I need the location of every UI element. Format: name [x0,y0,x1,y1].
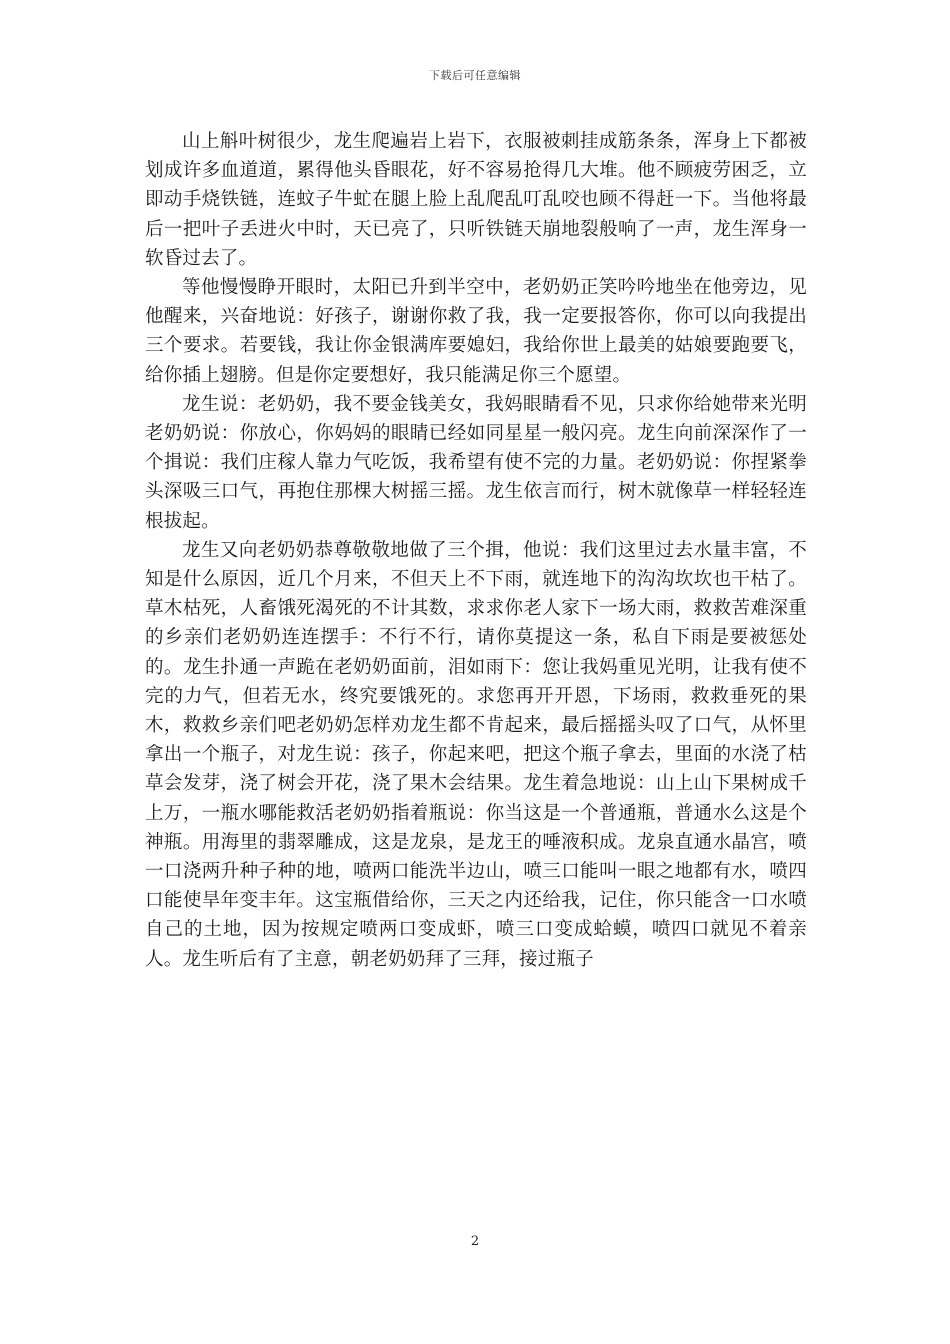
paragraph-4: 龙生又向老奶奶恭尊敬敬地做了三个揖，他说：我们这里过去水量丰富，不知是什么原因，近几个月来，不但天上不下雨，就连地下的沟沟坎坎也干枯了。草木枯死，人畜饿死渴死的不计其数，求求你老人家下一场大雨，救救苦难深重的乡亲们老奶奶连连摆手：不行不行，请你莫提这一条，私自下雨是要被惩处的。龙生扑通一声跪在老奶奶面前，泪如雨下：您让我妈重见光明，让我有使不完的力气，但若无水，终究要饿死的。求您再开开恩，下场雨，救救垂死的果木，救救乡亲们吧老奶奶怎样劝龙生都不肯起来，最后摇摇头叹了口气，从怀里拿出一个瓶子，对龙生说：孩子，你起来吧，把这个瓶子拿去，里面的水浇了枯草会发芽，浇了树会开花，浇了果木会结果。龙生着急地说：山上山下果树成千上万，一瓶水哪能救活老奶奶指着瓶说：你当这是一个普通瓶，普通水么这是个神瓶。用海里的翡翠雕成，这是龙泉，是龙王的唾液积成。龙泉直通水晶宫，喷一口浇两升种子种的地，喷两口能洗半边山，喷三口能叫一眼之地都有水，喷四口能使旱年变丰年。这宝瓶借给你，三天之内还给我，记住，你只能含一口水喷自己的土地，因为按规定喷两口变成虾，喷三口变成蛤蟆，喷四口就见不着亲人。龙生听后有了主意，朝老奶奶拜了三拜，接过瓶子 [145,539,807,970]
document-body [145,127,807,974]
paragraph-1: 山上斛叶树很少，龙生爬遍岩上岩下，衣服被刺挂成筋条条，浑身上下都被划成许多血道道，累得他头昏眼花，好不容易抢得几大堆。他不顾疲劳困乏，立即动手烧铁链，连蚊子牛虻在腿上脸上乱爬乱叮乱咬也顾不得赶一下。当他将最后一把叶子丢进火中时，天已亮了，只听铁链天崩地裂般响了一声，龙生浑身一软昏过去了。 [145,131,807,269]
page-header: 下载后可任意编辑 [429,69,521,82]
paragraph-2: 等他慢慢睁开眼时，太阳已升到半空中，老奶奶正笑吟吟地坐在他旁边，见他醒来，兴奋地说：好孩子，谢谢你救了我，我一定要报答你，你可以向我提出三个要求。若要钱，我让你金银满库要媳妇，我给你世上最美的姑娘要跑要飞，给你插上翅膀。但是你定要想好，我只能满足你三个愿望。 [145,277,807,386]
paragraph-3: 龙生说：老奶奶，我不要金钱美女，我妈眼睛看不见，只求你给她带来光明老奶奶说：你放心，你妈妈的眼睛已经如同星星一般闪亮。龙生向前深深作了一个揖说：我们庄稼人靠力气吃饭，我希望有使不完的力量。老奶奶说：你捏紧拳头深吸三口气，再抱住那棵大树摇三摇。龙生依言而行，树木就像草一样轻轻连根拔起。 [145,393,807,532]
page-number: 2 [470,1234,480,1249]
